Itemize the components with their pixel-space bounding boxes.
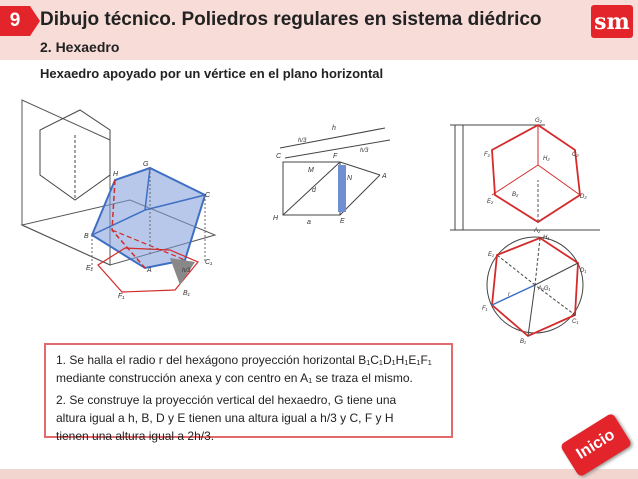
label-b2: B₂ — [512, 192, 519, 198]
hidden-radius — [497, 255, 535, 285]
page-subtitle: 2. Hexaedro — [40, 39, 120, 55]
label-iso-c1: C₁ — [205, 259, 213, 266]
label-d: d — [312, 187, 316, 194]
label-e2: E₂ — [487, 199, 494, 205]
step2-line3: tienen una altura igual a 2h/3. — [56, 429, 215, 443]
page-title: Dibujo técnico. Poliedros regulares en sistema diédrico — [40, 9, 542, 30]
label-iso-h3: h/3 — [182, 268, 191, 274]
footer-band — [0, 469, 638, 479]
hidden-radius — [535, 238, 575, 315]
step2-line2: altura igual a h, B, D y E tienen una altura igual a h/3 y C, F y H — [56, 411, 394, 425]
label-h2: H₂ — [543, 156, 550, 162]
vertical-projection-figure — [450, 118, 600, 234]
vertical-hexagon — [492, 125, 580, 222]
home-button[interactable]: Inicio — [560, 412, 633, 477]
label-iso-a: A — [147, 267, 152, 274]
label-r: r — [508, 292, 510, 298]
label-d2: D₂ — [580, 194, 587, 200]
label-e: E — [340, 218, 345, 225]
sm-logo: sm — [591, 5, 633, 38]
chapter-badge: 9 — [0, 6, 30, 36]
section-title: Hexaedro apoyado por un vértice en el plano horizontal — [40, 66, 384, 81]
vertical-edge — [492, 125, 538, 195]
vertical-plane — [22, 100, 110, 265]
label-iso-h: H — [113, 171, 119, 178]
explanation-box — [44, 343, 453, 443]
label-m: M — [308, 167, 314, 174]
label-hh: h — [332, 125, 336, 132]
step1-line1: 1. Se halla el radio r del hexágono proyección horizontal B₁C₁D₁H₁E₁F₁ — [56, 353, 432, 367]
label-b1: B₁ — [520, 339, 526, 345]
label-a2: A₂ — [534, 228, 541, 234]
label-c2: C₂ — [572, 152, 579, 158]
label-iso-b1: B₁ — [183, 290, 190, 297]
auxiliary-construction — [273, 125, 390, 226]
label-h1: H₁ — [543, 235, 550, 241]
label-e1: E₁ — [488, 252, 494, 258]
radius-r — [492, 285, 535, 305]
label-iso-e1: E₁ — [86, 265, 93, 272]
step1-line2: mediante construcción anexa y con centro en A₁ se traza el mismo. — [56, 371, 413, 385]
label-iso-c: C — [205, 192, 211, 199]
isometric-figure — [22, 100, 215, 300]
label-h3: h/3 — [298, 138, 307, 144]
label-ag1: A₁G₁ — [538, 286, 551, 292]
vertical-edge — [538, 165, 580, 195]
label-iso-b: B — [84, 233, 89, 240]
step-2 — [56, 391, 451, 445]
label-h23: h/3 — [360, 148, 369, 154]
label-c1: C₁ — [572, 319, 579, 325]
label-a: A — [382, 173, 387, 180]
label-iso-f1: F₁ — [118, 293, 125, 300]
step2-line1: 2. Se construye la proyección vertical del hexaedro, G tiene una — [56, 393, 397, 407]
label-n: N — [347, 175, 353, 182]
label-f1: F₁ — [482, 306, 488, 312]
label-c: C — [276, 153, 282, 160]
radius — [528, 285, 535, 336]
label-f2: F₂ — [484, 152, 490, 158]
aux-blue-bar — [338, 165, 346, 212]
label-g2: G₂ — [535, 118, 542, 124]
label-d1: D₁ — [580, 268, 587, 274]
label-aa: a — [307, 219, 311, 226]
step-1 — [56, 351, 451, 387]
label-iso-g: G — [143, 161, 149, 168]
radius — [535, 263, 578, 285]
horizontal-projection-figure — [482, 235, 586, 345]
label-f: F — [333, 153, 338, 160]
label-h: H — [273, 215, 279, 222]
